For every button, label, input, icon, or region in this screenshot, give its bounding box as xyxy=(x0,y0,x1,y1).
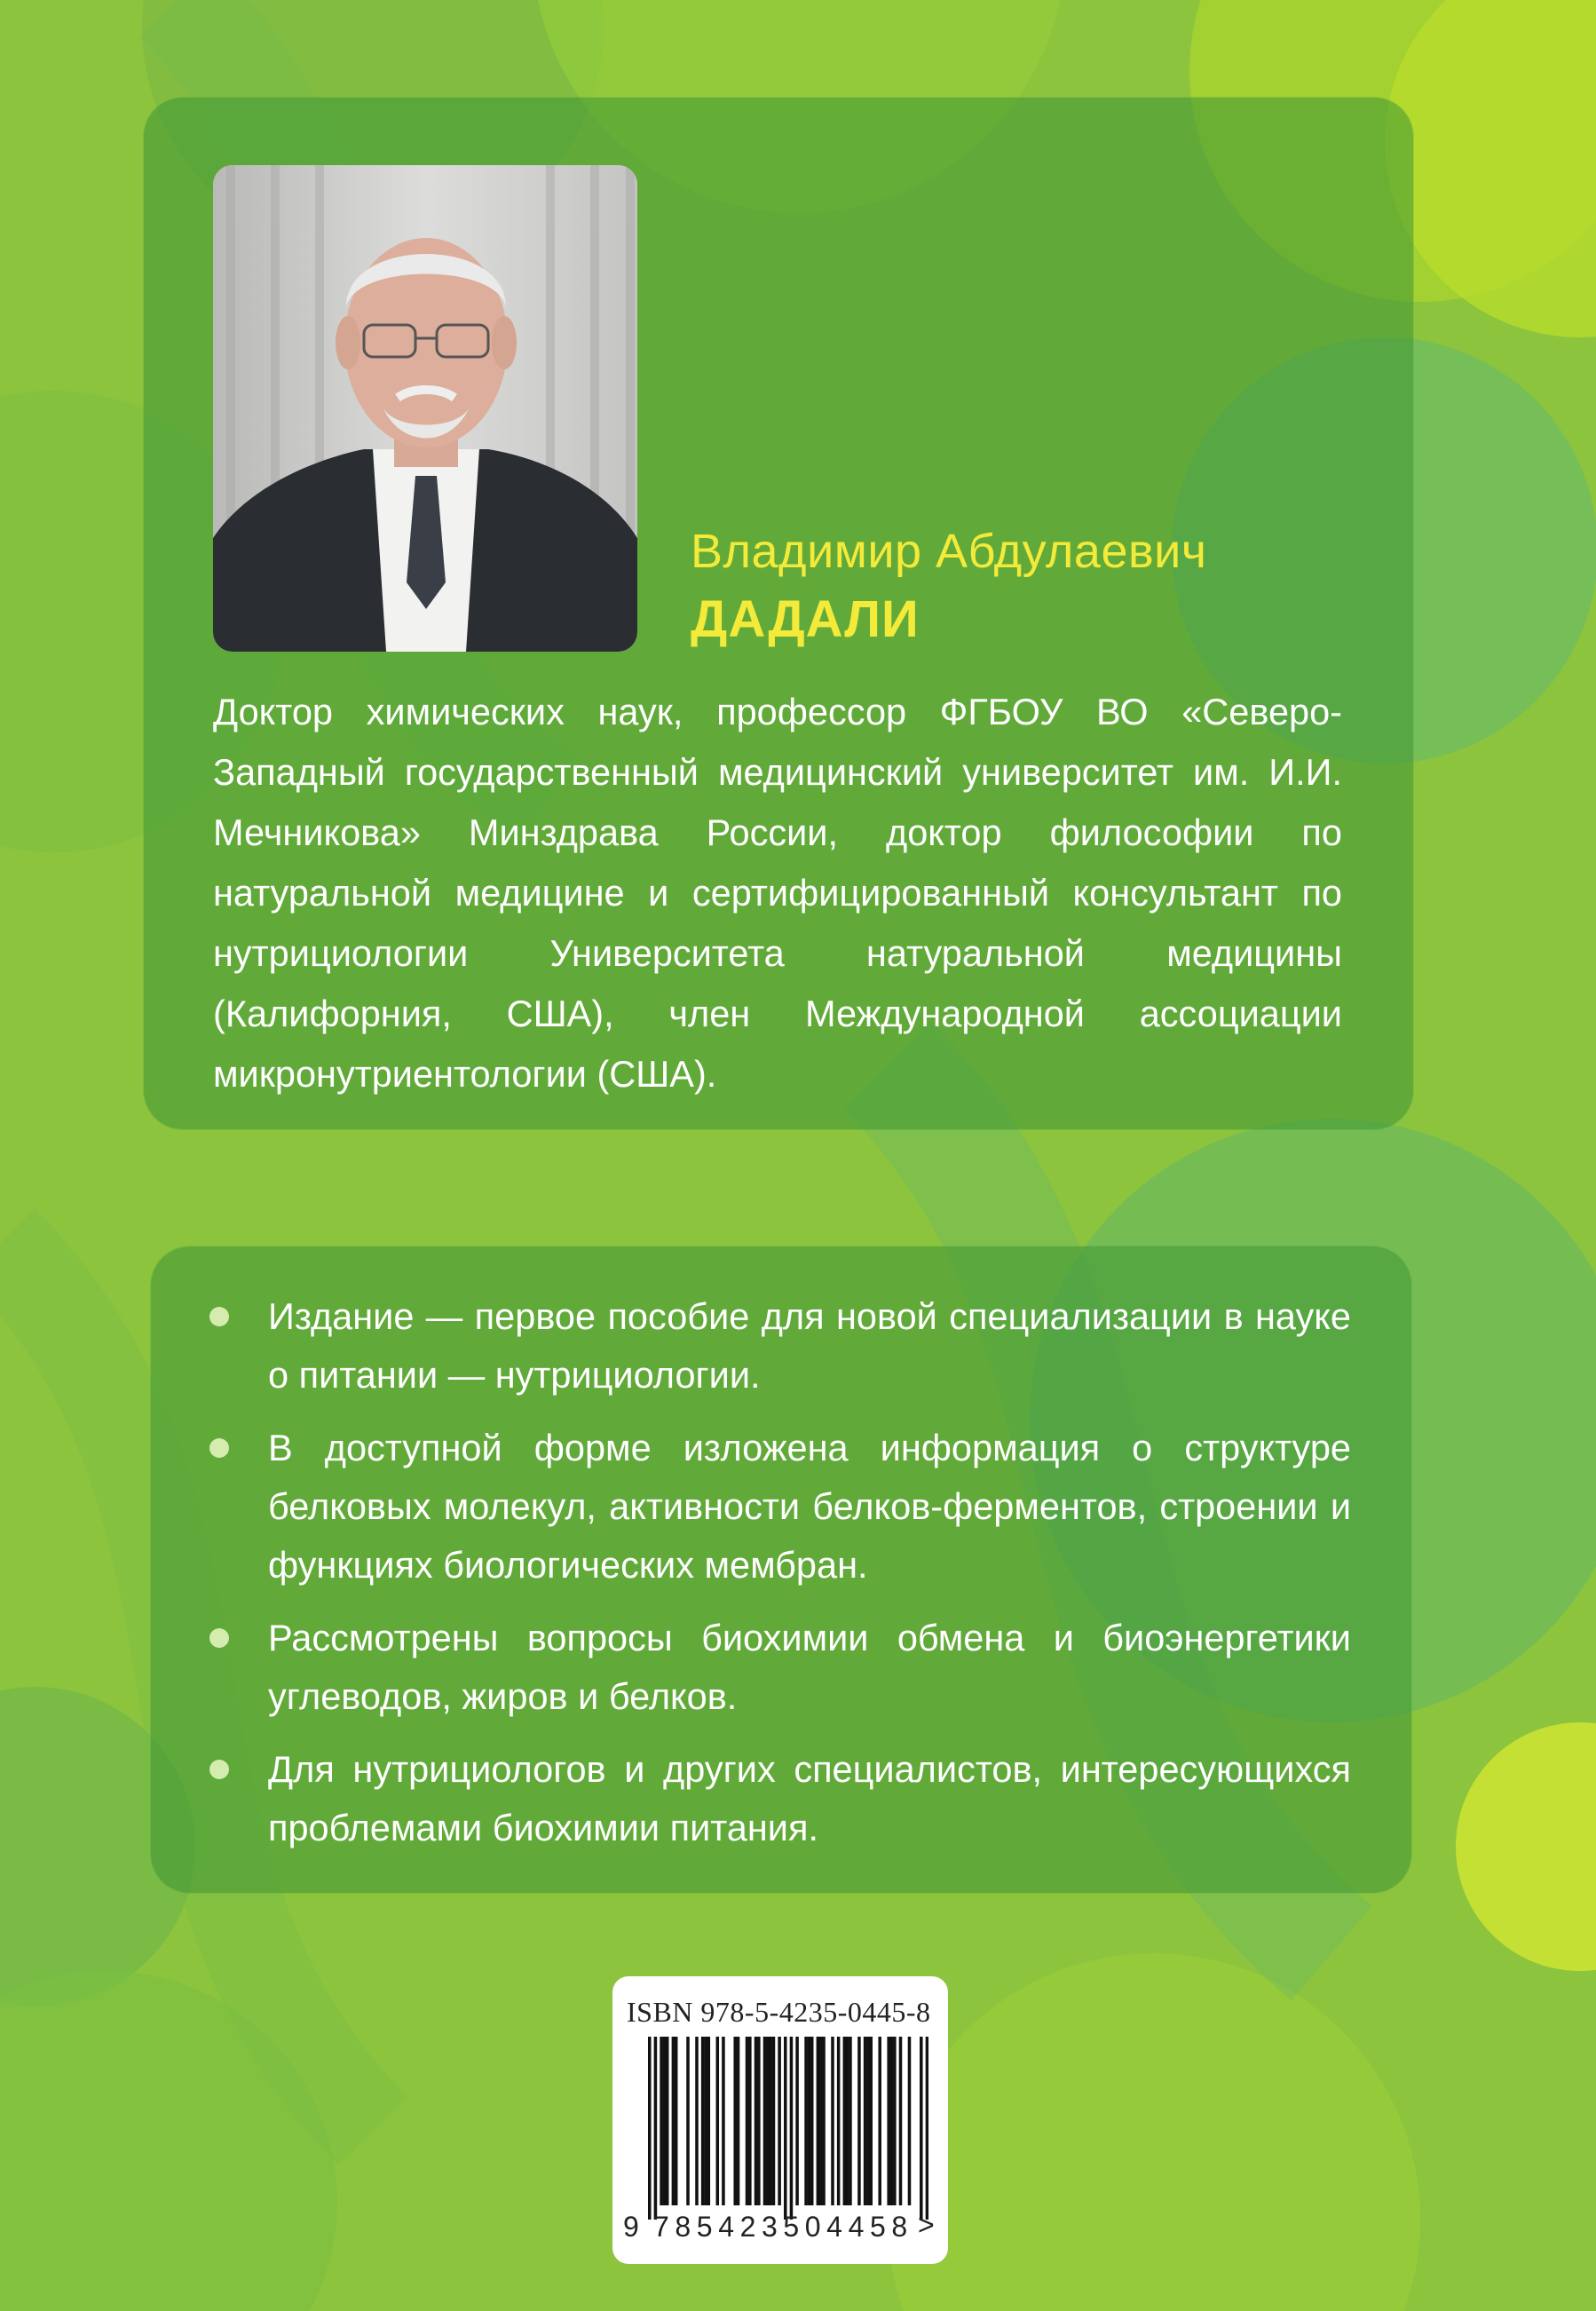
barcode-bar xyxy=(795,2037,799,2205)
barcode-bar xyxy=(857,2037,861,2205)
ean-digits: 785423504458 xyxy=(653,2211,913,2243)
barcode-bar xyxy=(654,2037,658,2220)
feature-text: В доступной форме изложена информация о структуре белковых молекул, активности белков-ферментов, строении и функциях биологических мембран. xyxy=(268,1427,1351,1586)
barcode-bar xyxy=(784,2037,787,2220)
barcode-bar xyxy=(675,2037,678,2205)
barcode-bar xyxy=(846,2037,849,2205)
feature-text: Для нутрициологов и других специалистов, интересующихся проблемами биохимии питания. xyxy=(268,1748,1351,1848)
barcode-bar xyxy=(804,2037,808,2205)
feature-item xyxy=(206,1287,1351,1405)
barcode-bar xyxy=(866,2037,870,2205)
barcode-bar xyxy=(666,2037,669,2205)
features-list xyxy=(206,1287,1351,1872)
feature-item xyxy=(206,1419,1351,1595)
barcode-bar xyxy=(837,2037,841,2205)
ean-first-digit: 9 xyxy=(623,2211,639,2243)
barcode-bar xyxy=(920,2037,923,2220)
isbn-barcode-box xyxy=(612,1976,948,2264)
barcode-bar xyxy=(864,2037,867,2205)
barcode-bar xyxy=(701,2037,705,2205)
barcode-bar xyxy=(810,2037,814,2205)
barcode-bar xyxy=(822,2037,826,2205)
bullet-icon xyxy=(209,1628,229,1648)
barcode-bar xyxy=(769,2037,772,2205)
barcode-bar xyxy=(733,2037,737,2205)
barcode-bar xyxy=(686,2037,690,2205)
barcode-bar xyxy=(755,2037,758,2205)
barcode-bar xyxy=(926,2037,928,2220)
feature-item xyxy=(206,1740,1351,1857)
barcode-bar xyxy=(648,2037,652,2220)
barcode-bar xyxy=(908,2037,912,2205)
barcode-bar xyxy=(778,2037,781,2205)
barcode-bar xyxy=(887,2037,890,2205)
barcode-bar xyxy=(707,2037,711,2205)
barcode-bar xyxy=(672,2037,676,2205)
barcode-bar xyxy=(763,2037,767,2205)
author-last-name: ДАДАЛИ xyxy=(691,590,920,648)
author-portrait-icon xyxy=(213,165,637,652)
bullet-icon xyxy=(209,1760,229,1779)
barcode-bar xyxy=(716,2037,720,2205)
author-bio: Доктор химических наук, профессор ФГБОУ ВО «Северо-Западный государственный медицинский университет им. И.И. Мечникова» Минздрава России, доктор философии по натуральной медицине и сертифицированный консультант по нутрициологии Университета натуральной медицины (Калифорния, США), член Международной ассоциации микронутриентологии (США). xyxy=(213,691,1342,1095)
barcode-bar xyxy=(704,2037,707,2205)
barcode-bar xyxy=(757,2037,761,2205)
feature-item xyxy=(206,1609,1351,1726)
barcode-bar xyxy=(772,2037,776,2205)
barcode-bar xyxy=(831,2037,834,2205)
bullet-icon xyxy=(209,1307,229,1326)
barcode-bar xyxy=(663,2037,667,2205)
barcode-icon xyxy=(648,2037,928,2220)
barcode-bar xyxy=(869,2037,873,2205)
feature-text: Рассмотрены вопросы биохимии обмена и биоэнергетики углеводов, жиров и белков. xyxy=(268,1617,1351,1717)
barcode-bar xyxy=(766,2037,770,2205)
barcode-bar xyxy=(899,2037,903,2205)
barcode-bar xyxy=(737,2037,740,2205)
barcode-bar xyxy=(843,2037,847,2205)
barcode-bar xyxy=(817,2037,820,2205)
author-photo xyxy=(213,165,637,652)
bullet-icon xyxy=(209,1438,229,1458)
barcode-bar xyxy=(808,2037,811,2205)
barcode-bar xyxy=(819,2037,823,2205)
barcode-bar xyxy=(849,2037,852,2205)
barcode-bar xyxy=(890,2037,894,2205)
barcode-bar xyxy=(878,2037,881,2205)
ean-arrow: > xyxy=(918,2209,935,2241)
author-first-names: Владимир Абдулаевич xyxy=(691,525,1207,578)
barcode-bar xyxy=(748,2037,752,2205)
barcode-bar xyxy=(790,2037,794,2220)
feature-text: Издание — первое пособие для новой специализации в науке о питании — нутрициологии. xyxy=(268,1295,1351,1396)
barcode-bar xyxy=(660,2037,663,2205)
barcode-bar xyxy=(746,2037,749,2205)
barcode-bar xyxy=(893,2037,897,2205)
isbn-label: ISBN 978-5-4235-0445-8 xyxy=(627,1996,931,2028)
barcode-bar xyxy=(695,2037,699,2205)
barcode-bar xyxy=(722,2037,725,2205)
